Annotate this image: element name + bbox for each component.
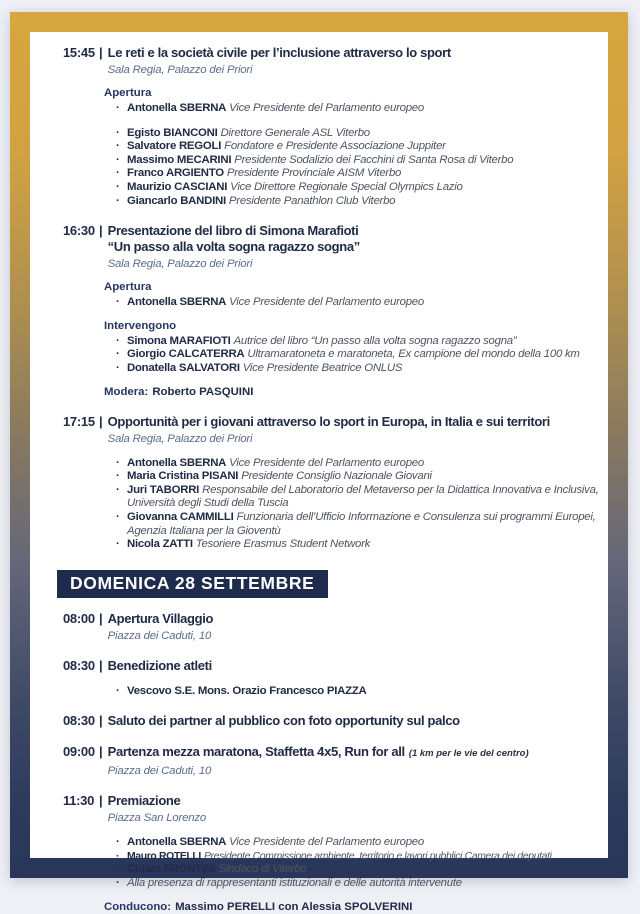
event-title: Benedizione atleti (107, 657, 212, 673)
list-item (116, 127, 602, 141)
event-time: 09:00 (63, 744, 95, 760)
speaker-name: Franco ARGIENTO (127, 167, 224, 180)
bullet-icon: · (116, 348, 120, 361)
bullet-icon: · (116, 167, 120, 180)
speaker-name: Simona MARAFIOTI (127, 334, 231, 347)
event-title: Opportunità per i giovani attraverso lo sport in Europa, in Italia e sui territori (107, 413, 550, 429)
list-item (116, 484, 602, 511)
event-venue: Sala Regia, Palazzo dei Priori (107, 258, 253, 271)
event-venue: Piazza San Lorenzo (107, 812, 206, 825)
speaker-role: Autrice del libro “Un passo alla volta sogna ragazzo sogna” (233, 334, 517, 347)
speaker-role: Vice Presidente del Parlamento europeo (229, 102, 424, 114)
list-item (116, 296, 602, 310)
bullet-icon: · (116, 153, 120, 166)
speaker-role: Tesoriere Erasmus Student Network (195, 538, 371, 551)
event-header (63, 793, 602, 825)
speaker-name: Nicola ZATTI (127, 538, 193, 551)
list-item (116, 195, 602, 209)
speaker-name: Maria Cristina PISANI (127, 470, 239, 483)
event-head-text (108, 223, 602, 271)
speaker-name: Maurizio CASCIANI (127, 180, 228, 193)
time-separator: | (99, 793, 103, 809)
speaker-name: Giovanna CAMMILLI (127, 510, 234, 523)
event-header (63, 658, 602, 674)
speaker-role: Presidente Commissione ambiente, territorio e lavori pubblici Camera dei deputati (203, 850, 552, 862)
time-separator: | (99, 713, 103, 729)
event-1715 (63, 414, 602, 552)
list-item (116, 154, 602, 168)
speaker-name: Antonella SBERNA (127, 836, 227, 849)
event-head-text (108, 744, 602, 778)
time-separator: | (99, 744, 103, 760)
event-head-text (108, 713, 602, 729)
event-title-line2: “Un passo alla volta sogna ragazzo sogna” (107, 239, 360, 255)
speaker-name: Egisto BIANCONI (127, 126, 218, 139)
speaker-role: Presidente Consiglio Nazionale Giovani (241, 470, 432, 483)
speaker-name: Giorgio CALCATERRA (127, 348, 245, 361)
event-head-text (108, 793, 602, 825)
hosts-line (104, 900, 602, 914)
bullet-icon: · (116, 863, 120, 876)
bullet-icon: · (116, 470, 120, 483)
speaker-name: Vescovo S.E. Mons. Orazio Francesco PIAZZA (127, 684, 367, 697)
group-label: Intervengono (104, 319, 177, 332)
program-page-frame (10, 12, 628, 913)
bullet-icon: · (116, 456, 120, 469)
speaker-role: Funzionaria dell’Ufficio Informazione e Consulenza sui programmi Europei, Agenzia Italiana per la Gioventù (127, 510, 596, 537)
speaker-role: Vice Presidente del Parlamento europeo (229, 836, 424, 849)
event-venue: Piazza dei Caduti, 10 (107, 765, 212, 778)
speaker-name: Mauro ROTELLI (127, 850, 201, 862)
event-1545 (63, 45, 602, 208)
event-header (63, 414, 602, 446)
list-item (116, 348, 602, 362)
speaker-list (104, 102, 602, 116)
bullet-icon: · (116, 296, 120, 309)
event-body (104, 280, 602, 398)
speaker-name: Juri TABORRI (127, 483, 200, 496)
event-title-text: Partenza mezza maratona, Staffetta 4x5, Run for all (107, 744, 405, 760)
speaker-name: Donatella SALVATORI (127, 361, 240, 374)
hosts-label: Conducono: (104, 900, 172, 913)
list-item (116, 167, 602, 181)
list-item (116, 470, 602, 484)
list-item (116, 102, 602, 116)
event-0830-saluto (63, 713, 602, 729)
event-body (104, 457, 602, 552)
speaker-list (104, 296, 602, 310)
bullet-icon: · (116, 126, 120, 139)
bullet-icon: · (116, 850, 120, 862)
event-header (63, 713, 602, 729)
time-separator: | (99, 657, 103, 673)
event-0800 (63, 611, 602, 643)
event-head-text (108, 414, 602, 446)
event-body (104, 86, 602, 208)
bullet-icon: · (116, 180, 120, 193)
event-title: Le reti e la società civile per l’inclusione attraverso lo sport (107, 45, 451, 60)
speaker-name: Massimo MECARINI (127, 153, 232, 166)
time-separator: | (99, 45, 103, 60)
speaker-role: Presidente Provinciale AISM Viterbo (226, 167, 402, 180)
bullet-icon: · (116, 538, 120, 551)
event-time: 16:30 (63, 223, 95, 239)
event-header (63, 744, 602, 778)
moderator-label: Modera: (104, 385, 149, 398)
bullet-icon: · (116, 194, 120, 207)
event-title: Presentazione del libro di Simona Marafioti (107, 223, 359, 239)
event-time: 08:30 (63, 713, 95, 729)
speaker-role: Fondatore e Presidente Associazione Juppiter (224, 140, 446, 153)
speaker-name: Antonella SBERNA (127, 102, 227, 114)
event-header (63, 45, 602, 77)
event-venue: Sala Regia, Palazzo dei Priori (107, 432, 253, 445)
speaker-role: Presidente Sodalizio dei Facchini di Santa Rosa di Viterbo (234, 153, 514, 166)
list-item (116, 685, 602, 699)
program-sheet (30, 32, 608, 913)
bullet-icon: · (116, 140, 120, 153)
speaker-role: Presidente Panathlon Club Viterbo (228, 194, 396, 207)
note-line: Alla presenza di rappresentanti istituzionali e delle autorità intervenute (127, 877, 462, 890)
speaker-name: Giancarlo BANDINI (127, 194, 226, 207)
bullet-icon: · (116, 334, 120, 347)
list-item (116, 362, 602, 376)
list-item (116, 511, 602, 538)
bullet-icon: · (116, 361, 120, 374)
time-separator: | (99, 610, 103, 626)
event-title: Premiazione (107, 793, 181, 809)
list-item (116, 538, 602, 552)
speaker-role: Vice Direttore Regionale Special Olympics Lazio (230, 180, 463, 193)
speaker-role: Vice Presidente del Parlamento europeo (229, 456, 424, 469)
list-item (116, 457, 602, 471)
event-title: Apertura Villaggio (107, 610, 214, 626)
bullet-icon: · (116, 510, 120, 523)
speaker-list (104, 335, 602, 376)
bullet-icon: · (116, 836, 120, 849)
event-venue: Piazza dei Caduti, 10 (107, 629, 212, 642)
list-item (116, 140, 602, 154)
event-0900 (63, 744, 602, 778)
speaker-role: Direttore Generale ASL Viterbo (220, 126, 370, 139)
speaker-name: Antonella SBERNA (127, 456, 227, 469)
time-separator: | (99, 413, 103, 429)
speaker-name: Antonella SBERNA (127, 296, 227, 309)
event-time: 17:15 (63, 413, 95, 429)
moderator-name: Roberto PASQUINI (152, 385, 254, 398)
event-header (63, 223, 602, 271)
event-title: Saluto dei partner al pubblico con foto opportunity sul palco (107, 713, 460, 729)
event-time: 15:45 (63, 45, 95, 60)
bullet-icon: · (116, 877, 120, 890)
event-time: 08:00 (63, 610, 95, 626)
speaker-list (104, 457, 602, 552)
speaker-role: Sindaco di Viterbo (218, 863, 307, 876)
list-item (116, 181, 602, 195)
event-title (108, 744, 602, 762)
list-item (116, 335, 602, 349)
bullet-icon: · (116, 102, 120, 114)
moderator-line (104, 385, 602, 399)
speaker-list (104, 836, 602, 890)
event-title-note: (1 km per le vie del centro) (408, 748, 529, 760)
speaker-list (104, 127, 602, 209)
event-0830-benedizione (63, 658, 602, 699)
event-1630 (63, 223, 602, 398)
group-label: Apertura (104, 281, 152, 294)
speaker-list (104, 685, 602, 699)
speaker-name: Salvatore REGOLI (127, 140, 222, 153)
event-time: 08:30 (63, 657, 95, 673)
group-label: Apertura (104, 87, 152, 99)
list-item (116, 877, 602, 891)
event-head-text (108, 658, 602, 674)
speaker-name: Chiara FRONTINI (127, 863, 216, 876)
time-separator: | (99, 223, 103, 239)
event-head-text (108, 611, 602, 643)
event-time: 11:30 (63, 793, 95, 809)
event-venue: Sala Regia, Palazzo dei Priori (107, 64, 253, 76)
speaker-role: Ultramaratoneta e maratoneta, Ex campione del mondo della 100 km (247, 348, 580, 361)
speaker-role: Vice Presidente del Parlamento europeo (229, 296, 424, 309)
bullet-icon: · (116, 684, 120, 697)
list-item (116, 836, 602, 850)
event-1130 (63, 793, 602, 913)
bullet-icon: · (116, 483, 120, 496)
event-body (104, 685, 602, 699)
event-header (63, 611, 602, 643)
list-item (116, 863, 602, 877)
hosts-names: Massimo PERELLI con Alessia SPOLVERINI (175, 900, 413, 913)
speaker-role: Responsabile del Laboratorio del Metaverso per la Didattica Innovativa e Inclusiva, Università degli Studi della Tuscia (127, 483, 599, 510)
speaker-role: Vice Presidente Beatrice ONLUS (242, 361, 403, 374)
event-body (104, 836, 602, 913)
list-item (116, 850, 602, 864)
event-head-text (108, 45, 602, 77)
day-banner: DOMENICA 28 SETTEMBRE (57, 570, 328, 598)
